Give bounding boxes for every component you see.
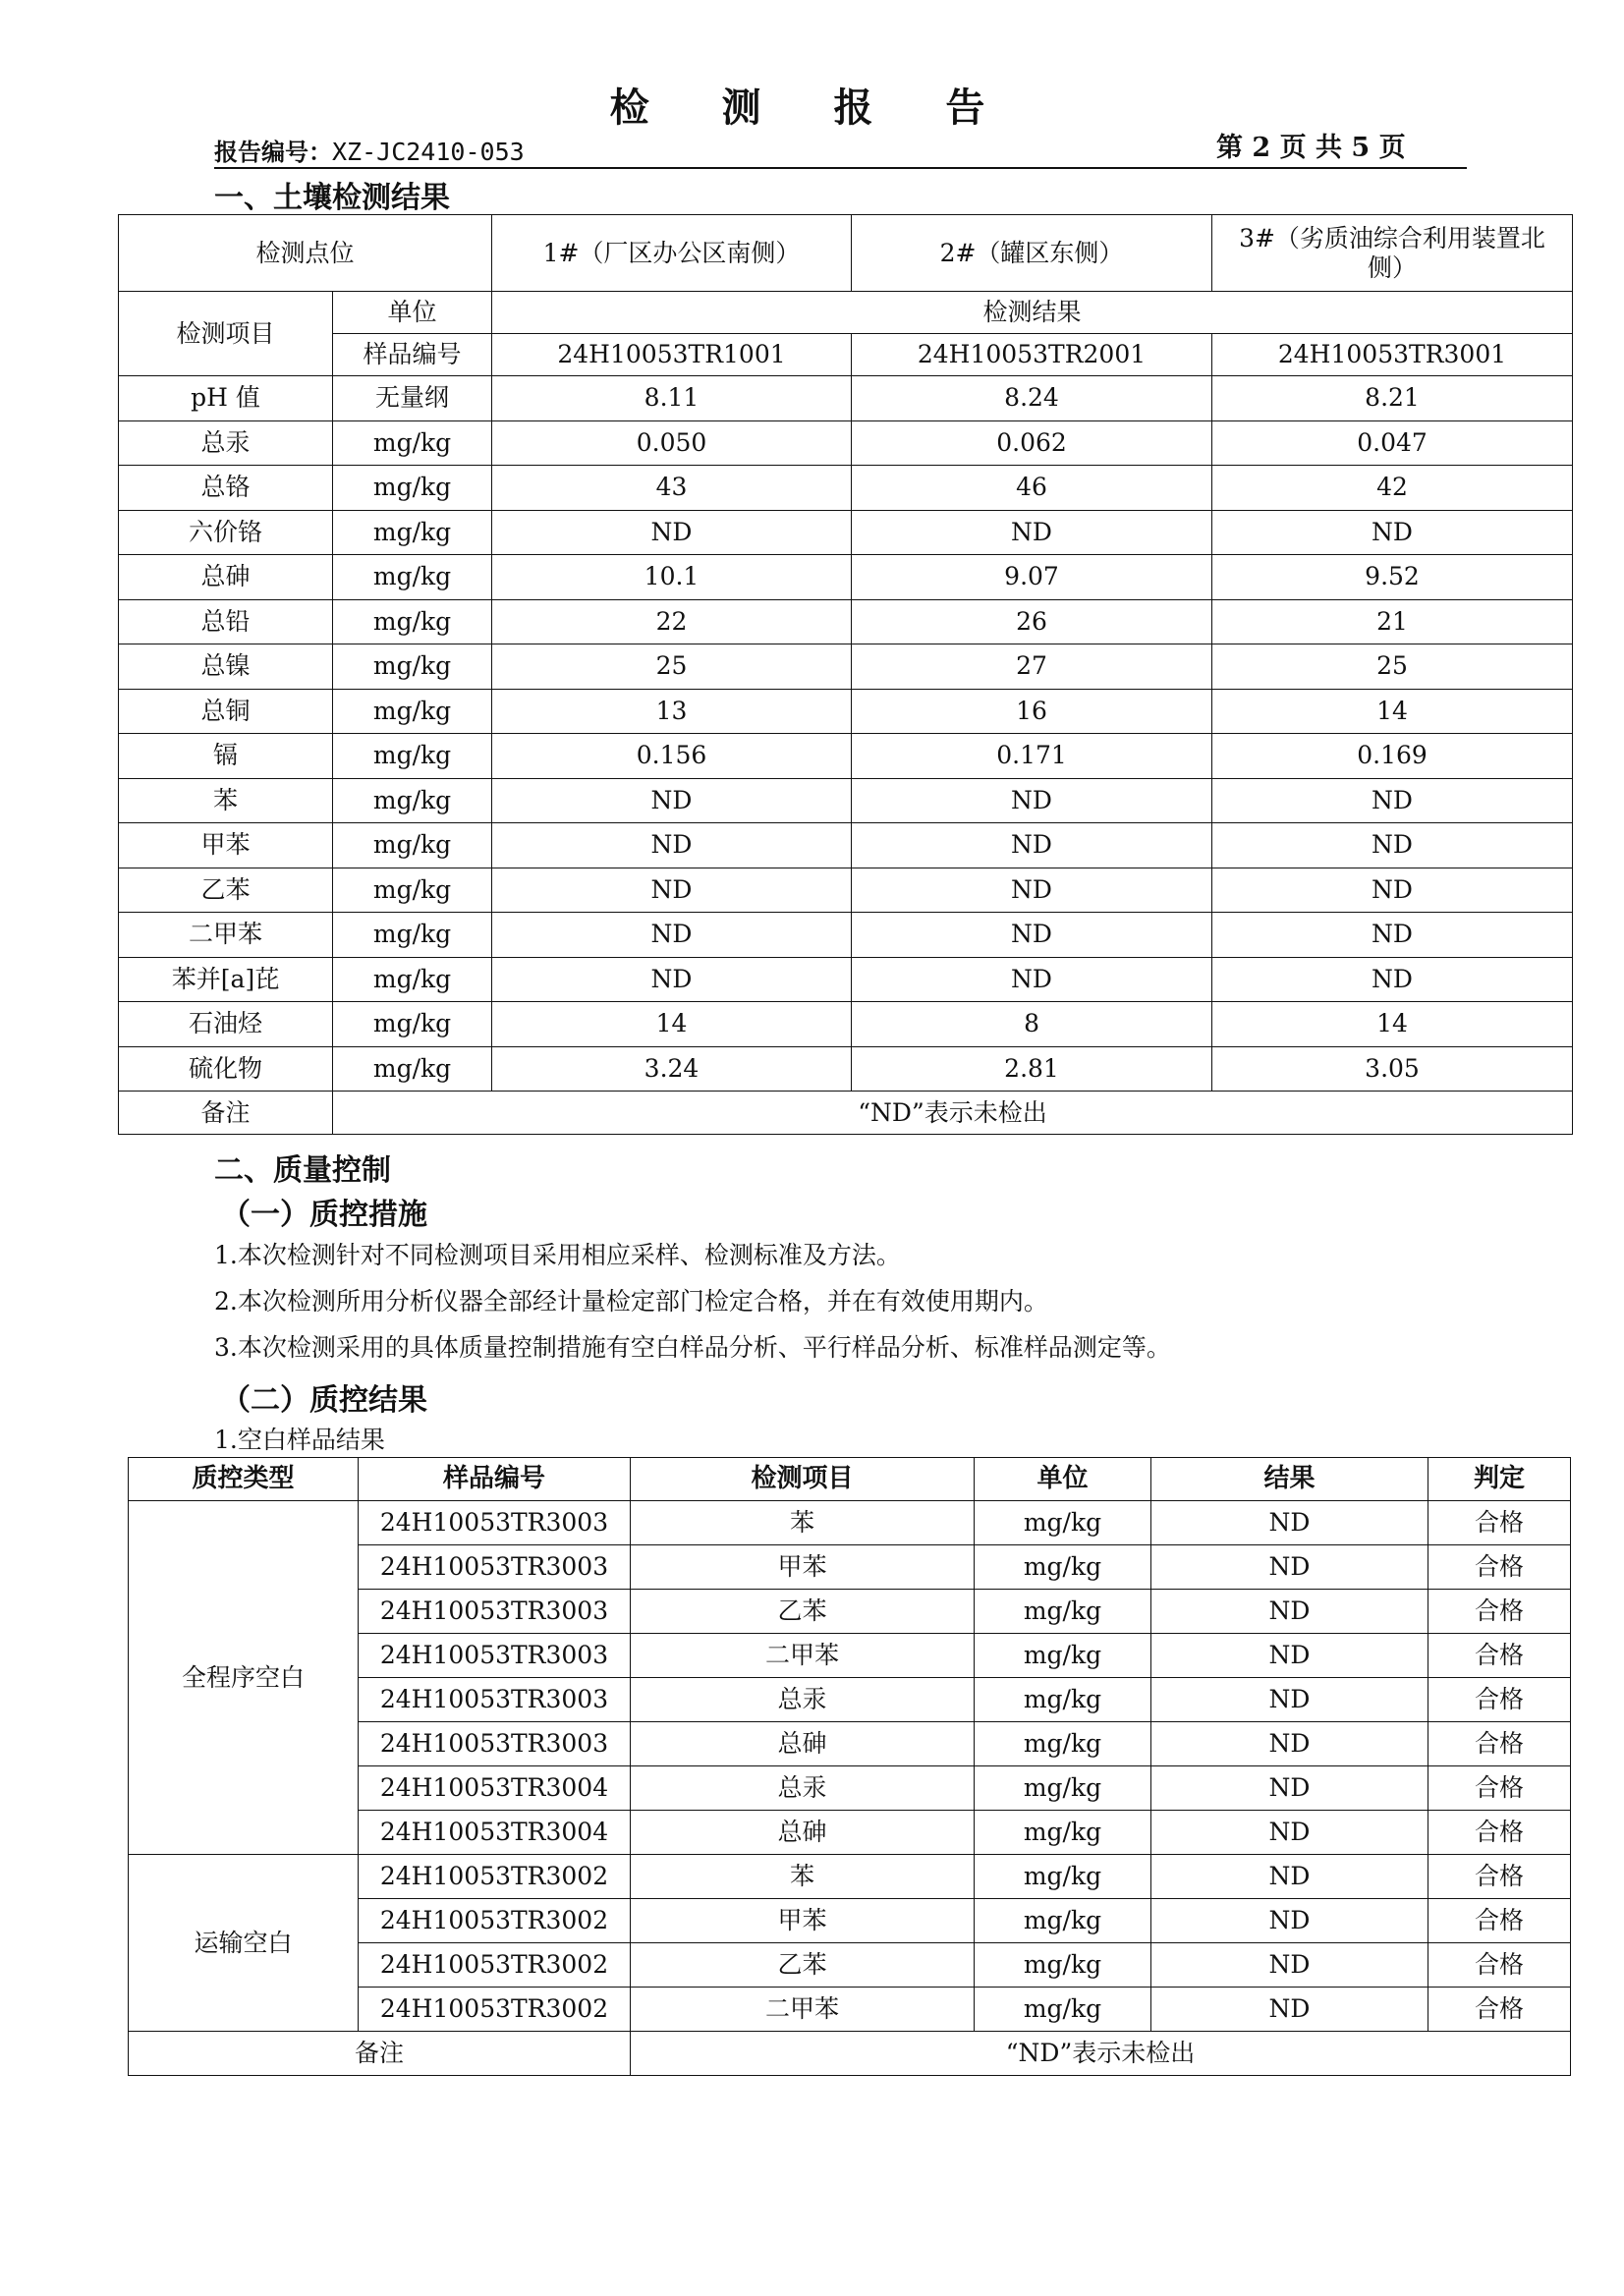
result-value: 25 — [492, 644, 852, 690]
qc-judge: 合格 — [1428, 1722, 1571, 1766]
qc-blank-results-label: 1.空白样品结果 — [214, 1426, 385, 1454]
qc-type: 全程序空白 — [129, 1501, 359, 1855]
qc-unit: mg/kg — [975, 1766, 1151, 1811]
point-1: 1#（厂区办公区南侧） — [492, 215, 852, 292]
result-value: 14 — [1212, 1002, 1573, 1047]
qc-judge: 合格 — [1428, 1766, 1571, 1811]
qc-sample: 24H10053TR3003 — [359, 1501, 631, 1545]
result-value: 42 — [1212, 466, 1573, 511]
result-value: ND — [492, 778, 852, 823]
qc-unit: mg/kg — [975, 1590, 1151, 1634]
qc-unit: mg/kg — [975, 1811, 1151, 1855]
qc-sample: 24H10053TR3004 — [359, 1811, 631, 1855]
item-name: 乙苯 — [119, 868, 333, 913]
header-point-label: 检测点位 — [119, 215, 492, 292]
qc-sample: 24H10053TR3003 — [359, 1678, 631, 1722]
sample-id-1: 24H10053TR1001 — [492, 334, 852, 376]
result-value: 16 — [852, 689, 1212, 734]
result-value: ND — [1212, 823, 1573, 868]
qc-item: 甲苯 — [631, 1899, 975, 1943]
qc-header-sample: 样品编号 — [359, 1458, 631, 1501]
result-value: 3.24 — [492, 1046, 852, 1092]
qc-header-item: 检测项目 — [631, 1458, 975, 1501]
qc-header-judge: 判定 — [1428, 1458, 1571, 1501]
header-result-label: 检测结果 — [492, 292, 1573, 334]
subsection-qc-results: （二）质控结果 — [221, 1383, 427, 1418]
item-unit: mg/kg — [333, 689, 492, 734]
result-value: ND — [852, 957, 1212, 1002]
report-number-label: 报告编号： — [214, 139, 332, 166]
section-heading-soil: 一、土壤检测结果 — [214, 181, 450, 215]
item-unit: mg/kg — [333, 823, 492, 868]
remark-label: 备注 — [119, 1092, 333, 1135]
item-name: pH 值 — [119, 376, 333, 421]
qc-type: 运输空白 — [129, 1855, 359, 2032]
qc-sample: 24H10053TR3002 — [359, 1899, 631, 1943]
remark-text: “ND”表示未检出 — [631, 2032, 1571, 2076]
qc-paragraph-3: 3.本次检测采用的具体质量控制措施有空白样品分析、平行样品分析、标准样品测定等。 — [214, 1333, 1171, 1362]
item-name: 六价铬 — [119, 510, 333, 555]
result-value: 0.156 — [492, 734, 852, 779]
result-value: 26 — [852, 599, 1212, 644]
header-sample-label: 样品编号 — [333, 334, 492, 376]
remark-label: 备注 — [129, 2032, 631, 2076]
qc-sample: 24H10053TR3003 — [359, 1590, 631, 1634]
result-value: 27 — [852, 644, 1212, 690]
table-row — [119, 957, 1573, 1002]
qc-judge: 合格 — [1428, 1634, 1571, 1678]
qc-item: 乙苯 — [631, 1590, 975, 1634]
result-value: 0.171 — [852, 734, 1212, 779]
qc-result: ND — [1151, 1501, 1428, 1545]
header-divider — [214, 167, 1467, 169]
remark-text: “ND”表示未检出 — [333, 1092, 1573, 1135]
qc-item: 乙苯 — [631, 1943, 975, 1988]
qc-paragraph-1: 1.本次检测针对不同检测项目采用相应采样、检测标准及方法。 — [214, 1241, 901, 1269]
qc-judge: 合格 — [1428, 1545, 1571, 1590]
item-name: 甲苯 — [119, 823, 333, 868]
table-row — [119, 376, 1573, 421]
qc-result: ND — [1151, 1722, 1428, 1766]
qc-sample: 24H10053TR3003 — [359, 1634, 631, 1678]
qc-item: 二甲苯 — [631, 1634, 975, 1678]
qc-result: ND — [1151, 1943, 1428, 1988]
section-heading-qc: 二、质量控制 — [214, 1153, 391, 1188]
qc-unit: mg/kg — [975, 1988, 1151, 2032]
result-value: 8.21 — [1212, 376, 1573, 421]
table-row — [119, 466, 1573, 511]
qc-item: 总砷 — [631, 1722, 975, 1766]
point-3: 3#（劣质油综合利用装置北侧） — [1212, 215, 1573, 292]
item-unit: mg/kg — [333, 778, 492, 823]
item-unit: mg/kg — [333, 868, 492, 913]
item-name: 苯 — [119, 778, 333, 823]
item-name: 苯并[a]芘 — [119, 957, 333, 1002]
qc-item: 总汞 — [631, 1678, 975, 1722]
qc-item: 总汞 — [631, 1766, 975, 1811]
table-row — [129, 1501, 1571, 1545]
table-row — [119, 420, 1573, 466]
table-row — [119, 555, 1573, 600]
qc-sample: 24H10053TR3003 — [359, 1722, 631, 1766]
subsection-qc-measures: （一）质控措施 — [221, 1198, 427, 1232]
report-number — [214, 133, 525, 167]
qc-result: ND — [1151, 1766, 1428, 1811]
item-name: 二甲苯 — [119, 913, 333, 958]
result-value: 8.24 — [852, 376, 1212, 421]
table-row — [119, 599, 1573, 644]
qc-item: 苯 — [631, 1855, 975, 1899]
result-value: ND — [492, 823, 852, 868]
item-unit: mg/kg — [333, 913, 492, 958]
qc-result: ND — [1151, 1678, 1428, 1722]
item-unit: mg/kg — [333, 957, 492, 1002]
qc-unit: mg/kg — [975, 1545, 1151, 1590]
qc-item: 总砷 — [631, 1811, 975, 1855]
result-value: 0.050 — [492, 420, 852, 466]
table-row — [119, 823, 1573, 868]
table-row — [129, 1855, 1571, 1899]
item-name: 总镍 — [119, 644, 333, 690]
result-value: 0.169 — [1212, 734, 1573, 779]
qc-unit: mg/kg — [975, 1855, 1151, 1899]
table-row — [119, 778, 1573, 823]
qc-result: ND — [1151, 1634, 1428, 1678]
result-value: 43 — [492, 466, 852, 511]
result-value: 13 — [492, 689, 852, 734]
result-value: ND — [492, 913, 852, 958]
qc-unit: mg/kg — [975, 1899, 1151, 1943]
qc-header-unit: 单位 — [975, 1458, 1151, 1501]
qc-judge: 合格 — [1428, 1943, 1571, 1988]
result-value: 25 — [1212, 644, 1573, 690]
result-value: 0.047 — [1212, 420, 1573, 466]
result-value: ND — [1212, 510, 1573, 555]
item-name: 总铅 — [119, 599, 333, 644]
remark-row — [119, 1092, 1573, 1135]
result-value: ND — [1212, 913, 1573, 958]
qc-judge: 合格 — [1428, 1988, 1571, 2032]
page-indicator: 第 2 页 共 5 页 — [1216, 133, 1406, 163]
sample-id-3: 24H10053TR3001 — [1212, 334, 1573, 376]
item-name: 硫化物 — [119, 1046, 333, 1092]
result-value: 14 — [1212, 689, 1573, 734]
qc-item: 二甲苯 — [631, 1988, 975, 2032]
table-row — [119, 1046, 1573, 1092]
qc-result: ND — [1151, 1811, 1428, 1855]
qc-sample: 24H10053TR3002 — [359, 1943, 631, 1988]
result-value: 10.1 — [492, 555, 852, 600]
item-name: 石油烃 — [119, 1002, 333, 1047]
result-value: 8 — [852, 1002, 1212, 1047]
qc-result: ND — [1151, 1590, 1428, 1634]
report-number-value: XZ-JC2410-053 — [332, 138, 525, 166]
table-row — [119, 1002, 1573, 1047]
qc-item: 甲苯 — [631, 1545, 975, 1590]
item-unit: mg/kg — [333, 555, 492, 600]
result-value: ND — [1212, 957, 1573, 1002]
table-row — [119, 734, 1573, 779]
result-value: ND — [1212, 778, 1573, 823]
qc-judge: 合格 — [1428, 1811, 1571, 1855]
sample-id-2: 24H10053TR2001 — [852, 334, 1212, 376]
table-row — [119, 868, 1573, 913]
result-value: ND — [852, 510, 1212, 555]
item-name: 总汞 — [119, 420, 333, 466]
result-value: ND — [852, 913, 1212, 958]
result-value: 8.11 — [492, 376, 852, 421]
qc-judge: 合格 — [1428, 1899, 1571, 1943]
result-value: ND — [852, 868, 1212, 913]
soil-results-table — [118, 214, 1573, 1135]
item-unit: mg/kg — [333, 466, 492, 511]
item-unit: mg/kg — [333, 1046, 492, 1092]
result-value: 9.52 — [1212, 555, 1573, 600]
qc-sample: 24H10053TR3004 — [359, 1766, 631, 1811]
qc-item: 苯 — [631, 1501, 975, 1545]
header-item-label: 检测项目 — [119, 292, 333, 376]
qc-unit: mg/kg — [975, 1634, 1151, 1678]
remark-row — [129, 2032, 1571, 2076]
table-row — [119, 644, 1573, 690]
result-value: ND — [492, 510, 852, 555]
item-name: 总铬 — [119, 466, 333, 511]
result-value: ND — [1212, 868, 1573, 913]
qc-result: ND — [1151, 1545, 1428, 1590]
qc-sample: 24H10053TR3002 — [359, 1855, 631, 1899]
result-value: ND — [492, 957, 852, 1002]
item-unit: mg/kg — [333, 599, 492, 644]
header-unit-label: 单位 — [333, 292, 492, 334]
item-unit: mg/kg — [333, 1002, 492, 1047]
result-value: 22 — [492, 599, 852, 644]
qc-result: ND — [1151, 1988, 1428, 2032]
item-unit: mg/kg — [333, 734, 492, 779]
item-unit: mg/kg — [333, 644, 492, 690]
item-unit: 无量纲 — [333, 376, 492, 421]
qc-header-result: 结果 — [1151, 1458, 1428, 1501]
result-value: ND — [852, 778, 1212, 823]
qc-unit: mg/kg — [975, 1678, 1151, 1722]
table-row — [119, 913, 1573, 958]
item-name: 镉 — [119, 734, 333, 779]
qc-sample: 24H10053TR3002 — [359, 1988, 631, 2032]
result-value: 2.81 — [852, 1046, 1212, 1092]
qc-sample: 24H10053TR3003 — [359, 1545, 631, 1590]
result-value: 14 — [492, 1002, 852, 1047]
qc-judge: 合格 — [1428, 1678, 1571, 1722]
item-name: 总铜 — [119, 689, 333, 734]
qc-result: ND — [1151, 1899, 1428, 1943]
qc-judge: 合格 — [1428, 1590, 1571, 1634]
item-unit: mg/kg — [333, 420, 492, 466]
qc-unit: mg/kg — [975, 1943, 1151, 1988]
result-value: 21 — [1212, 599, 1573, 644]
result-value: 0.062 — [852, 420, 1212, 466]
item-name: 总砷 — [119, 555, 333, 600]
qc-header-type: 质控类型 — [129, 1458, 359, 1501]
result-value: ND — [852, 823, 1212, 868]
point-2: 2#（罐区东侧） — [852, 215, 1212, 292]
qc-judge: 合格 — [1428, 1501, 1571, 1545]
qc-unit: mg/kg — [975, 1501, 1151, 1545]
qc-judge: 合格 — [1428, 1855, 1571, 1899]
qc-result: ND — [1151, 1855, 1428, 1899]
result-value: 3.05 — [1212, 1046, 1573, 1092]
report-title: 检 测 报 告 — [609, 84, 1015, 131]
qc-blank-table — [128, 1457, 1571, 2076]
table-row — [119, 510, 1573, 555]
table-row — [119, 689, 1573, 734]
result-value: 46 — [852, 466, 1212, 511]
item-unit: mg/kg — [333, 510, 492, 555]
qc-paragraph-2: 2.本次检测所用分析仪器全部经计量检定部门检定合格，并在有效使用期内。 — [214, 1287, 1048, 1316]
qc-unit: mg/kg — [975, 1722, 1151, 1766]
result-value: 9.07 — [852, 555, 1212, 600]
result-value: ND — [492, 868, 852, 913]
